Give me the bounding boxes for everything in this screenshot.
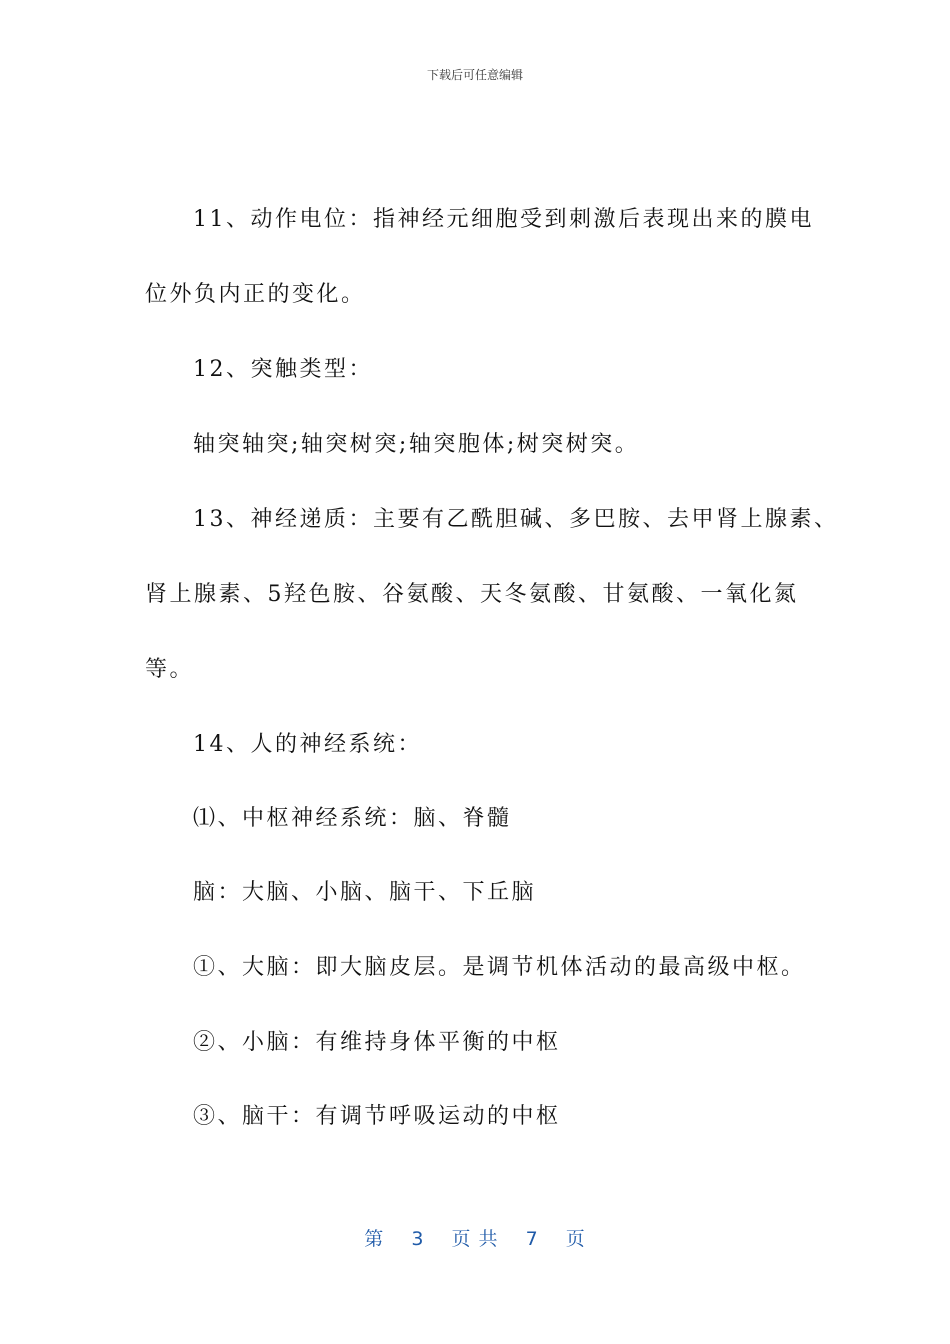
footer-page-label: 第 bbox=[364, 1228, 385, 1250]
paragraph-line: ⑴、中枢神经系统：脑、脊髓 bbox=[193, 806, 512, 831]
paragraph-line: 14、人的神经系统： bbox=[193, 732, 422, 757]
paragraph-line: ③、脑干：有调节呼吸运动的中枢 bbox=[193, 1104, 561, 1129]
paragraph-line: ②、小脑：有维持身体平衡的中枢 bbox=[193, 1030, 561, 1055]
paragraph-line: 肾上腺素、5羟色胺、谷氨酸、天冬氨酸、甘氨酸、一氧化氮 bbox=[145, 582, 799, 607]
paragraph-line: 等。 bbox=[145, 657, 195, 682]
footer-current-page: 3 bbox=[411, 1228, 425, 1250]
paragraph-line: 13、神经递质：主要有乙酰胆碱、多巴胺、去甲肾上腺素、 bbox=[193, 507, 839, 532]
paragraph-line: 脑：大脑、小脑、脑干、下丘脑 bbox=[193, 880, 537, 905]
paragraph-line: 12、突触类型： bbox=[193, 357, 373, 382]
paragraph-line: 位外负内正的变化。 bbox=[145, 282, 366, 307]
page-header: 下载后可任意编辑 bbox=[426, 68, 523, 82]
footer-total-pages: 7 bbox=[525, 1228, 539, 1250]
page-footer bbox=[0, 1224, 950, 1251]
footer-total-label: 页 共 bbox=[451, 1228, 499, 1250]
paragraph-line: 轴突轴突;轴突树突;轴突胞体;树突树突。 bbox=[193, 432, 640, 457]
paragraph-line: ①、大脑：即大脑皮层。是调节机体活动的最高级中枢。 bbox=[193, 955, 806, 980]
paragraph-line: 11、动作电位：指神经元细胞受到刺激后表现出来的膜电 bbox=[193, 207, 814, 232]
footer-page-suffix: 页 bbox=[565, 1228, 586, 1250]
